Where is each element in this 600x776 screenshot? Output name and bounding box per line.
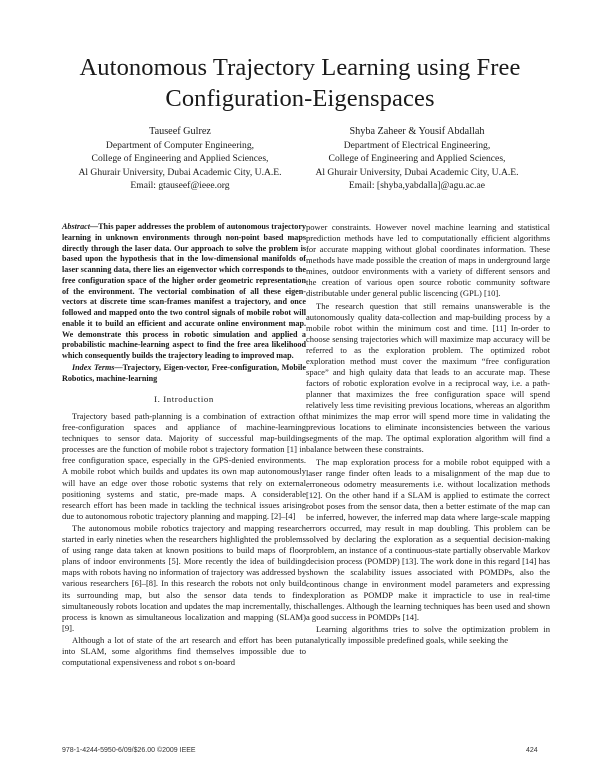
author-college: College of Engineering and Applied Sciences, xyxy=(328,153,506,165)
index-terms-lead: Index Terms— xyxy=(72,362,123,372)
intro-paragraph-3: Although a lot of state of the art research and effort has been put into SLAM, some algorithms find themselves impossible due to computational expensiveness and robot s on-board xyxy=(62,635,306,668)
author-department: Department of Computer Engineering, xyxy=(105,140,255,152)
intro-paragraph-4: The research question that still remains unanswerable is the autonomously quality data-collection and map-building process by a mobile robot within the minimum cost and time. [11] In-order to choose sensing trajectories which will maximize map accuracy will be referred to as the exploration problem. The optimized robot exploration method must cover the maximum “free configuration space” and high qulaity data that leads to an accurate map. These factors of robotic exploration evolve in a reciprocal way, i.e. a path-planner that maximizes the free configuration space will spend relatively less time revisiting previous locations, whereas an algorithm that minimizes the map error will spend more time in validating the previous locations to eliminate inconsistencies between the various segments of the map. The optimal exploration algorithm will find a balance between these constraints. xyxy=(306,300,550,455)
index-terms-text: Trajectory, Eigen-vector, Free-configuration, Mobile Robotics, machine-learning xyxy=(62,362,306,383)
author-block-1 xyxy=(45,125,315,192)
author-name: Shyba Zaheer & Yousif Abdallah xyxy=(349,126,485,137)
author-department: Department of Electrical Engineering, xyxy=(343,140,491,152)
title-line-1: Autonomous Trajectory Learning using Free xyxy=(79,54,521,81)
intro-paragraph-5: The map exploration process for a mobile robot equipped with a laser range finder often leads to a misalignment of the map due to erroneous odometry measurements i.e. without localization methods [12]. On the other hand if a SLAM is applied to estimate the correct robot poses from the sensor data, then a better estimate of the map can be inferred, however, the inferred map data where large-scale mapping errors occurred, may result in map doubling. This problem can be solved by declaring the exploration as a sequential decision-making problem, an instance of a continuous-state partially observable Markov decision process (POMDP) [13]. The work done in this regard [14] has shown the scalability issues associated with POMDPs, also the continous change in environment model parameters and expressing exploration as POMDP make it impracticle to use in real-time challenges. Although the learning techniques has been used and shown a good success in POMDPs [14]. xyxy=(306,456,550,622)
right-column xyxy=(306,222,550,646)
title-line-2: Configuration-Eigenspaces xyxy=(165,85,435,112)
section-heading-introduction: I. Introduction xyxy=(154,394,214,405)
left-column xyxy=(62,222,306,668)
footer-copyright: 978-1-4244-5950-6/09/$26.00 ©2009 IEEE xyxy=(62,747,196,754)
author-block-2 xyxy=(282,125,552,192)
intro-paragraph-2: The autonomous mobile robotics trajectory and mapping research started in early nineties when the researchers highlighted the problems of using range data taken at known positions to build maps of floor plans of indoor environments [5]. More recently the idea of building maps with robots having no information of trajectory was addressed by various researchers [6]–[8]. In this research the robots not only build its surrounding map, but also the sensor data tends to find simultaneously robots location and updates the map incrementally, this process is known as simultaneous localization and mapping (SLAM) [9]. xyxy=(62,523,306,633)
paper-title xyxy=(40,52,560,114)
author-college: College of Engineering and Applied Sciences, xyxy=(91,153,269,165)
intro-paragraph-3-continued: power constraints. However novel machine learning and statistical prediction methods have led to computationally efficient algorithms for accurate mapping without global coordinates information. These methods have made possible the creation of maps in underground large mines, outdoor environments with a variety of different sensors and the creation of various open source robotic community software distributable under general public liscencing (GPL) [10]. xyxy=(306,222,550,299)
abstract xyxy=(62,222,306,362)
author-university: Al Ghurair University, Dubai Academic City, U.A.E. xyxy=(315,166,519,178)
index-terms xyxy=(62,363,306,385)
author-name: Tauseef Gulrez xyxy=(149,126,211,137)
intro-paragraph-6: Learning algorithms tries to solve the optimization problem in analytically impossible predefined goals, while seeking the xyxy=(306,624,550,646)
abstract-lead: Abstract— xyxy=(62,222,99,231)
footer-page-number: 424 xyxy=(526,747,538,754)
author-email: Email: [shyba,yabdalla]@agu.ac.ae xyxy=(348,179,486,191)
abstract-text: This paper addresses the problem of autonomous trajectory learning in unknown environments through non-point based maps directly through the laser data. Our approach to solve the problem is based upon the hypothesis that in the low-dimensional manifolds of laser scanning data, there lies an eigenvector which corresponds to the free configuration space of the higher order geometric representation of the environment. The vectorial combination of all these eigen-vectors at discrete time scan-frames manifest a trajectory, and once followed and mapped onto the two control signals of mobile robot will enable it to build an efficient and accurate online environment map. We demonstrate this process in robotic simulation and applied a probabilistic machine-learning aspect to find the free area likelihood which consequently builds the trajectory leading to improved map. xyxy=(62,222,306,360)
author-university: Al Ghurair University, Dubai Academic City, U.A.E. xyxy=(78,166,282,178)
intro-paragraph-1: Trajectory based path-planning is a combination of extraction of free-configuration spaces and appliance of machine-learning techniques to sensor data. Majority of successful map-building processes are the function of mobile robot s trajectory formation [1] in free configuration space, especially in the GPS-denied environments. A mobile robot which builds and updates its own map autonomously will have an edge over those robotic systems that rely on external positioning systems and static, pre-made maps. A considerable research effort has been made in tackling the technical issues arising due to autonomous robotic trajectory planning and mapping. [2]–[4] xyxy=(62,411,306,521)
author-email: Email: gtauseef@ieee.org xyxy=(130,179,230,191)
